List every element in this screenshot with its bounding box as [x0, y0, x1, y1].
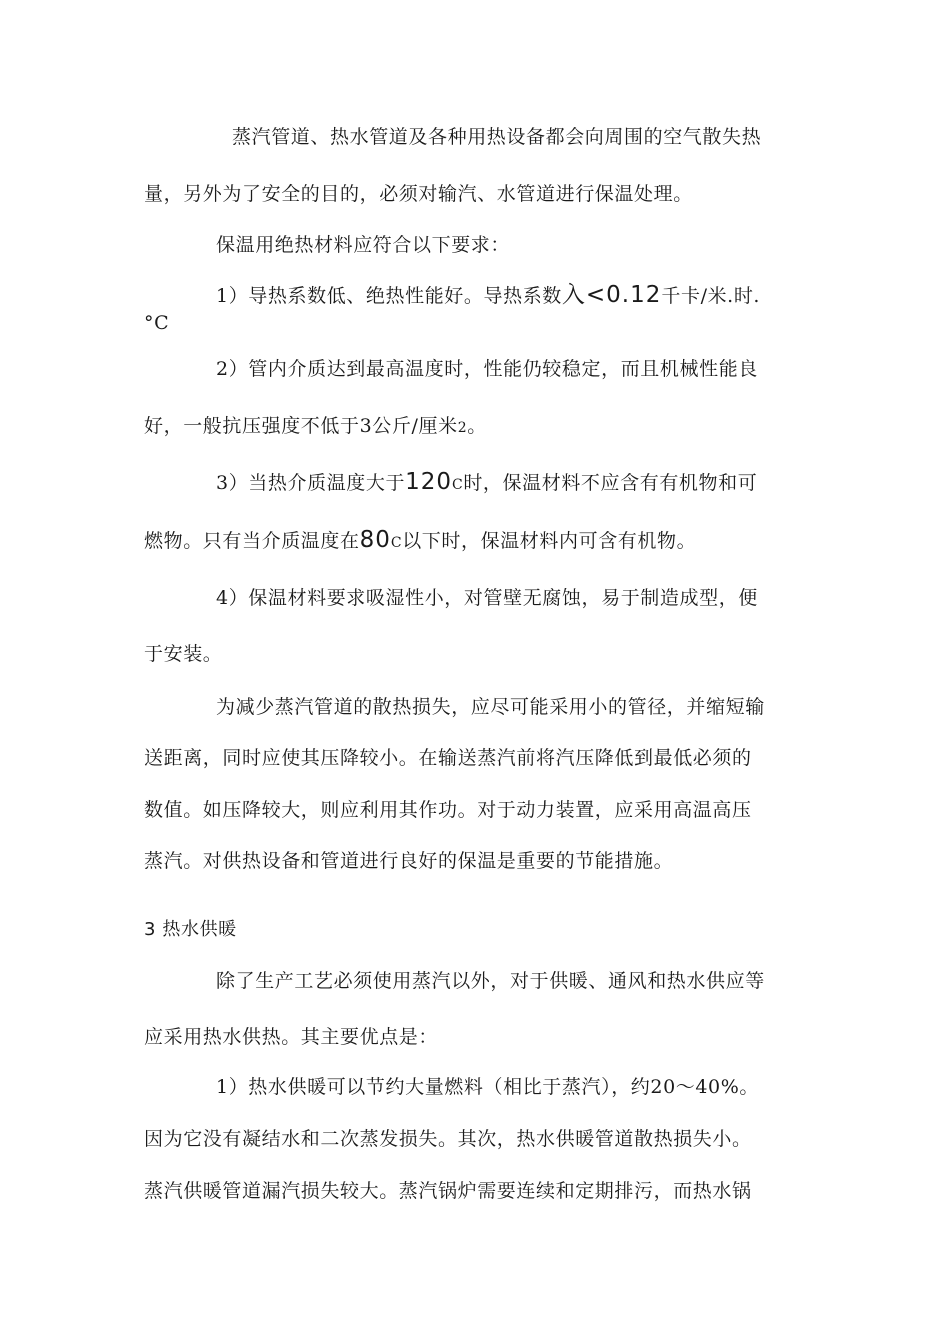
paragraph-line: 于安装。	[144, 643, 223, 665]
paragraph-line: 1）热水供暖可以节约大量燃料（相比于蒸汽），约20〜40%。	[216, 1076, 759, 1098]
formula-text: 入<0.12	[561, 282, 662, 308]
text-run: 好，一般抗压强度不低于3公斤/厘米	[144, 415, 458, 437]
paragraph-line: 保温用绝热材料应符合以下要求：	[216, 234, 511, 256]
section-heading: 3 热水供暖	[144, 919, 237, 940]
paragraph-line	[216, 469, 896, 498]
paragraph-line: 蒸汽供暖管道漏汽损失较大。蒸汽锅炉需要连续和定期排污，而热水锅	[144, 1180, 752, 1202]
text-run: 1）导热系数低、绝热性能好。导热系数	[216, 285, 562, 307]
text-run: 燃物。只有当介质温度在	[144, 530, 360, 552]
paragraph-line: 为减少蒸汽管道的散热损失，应尽可能采用小的管径，并缩短输	[216, 696, 765, 718]
text-run: 以下时，保温材料内可含有机物。	[402, 530, 697, 552]
unit-text: C	[452, 477, 464, 493]
paragraph-line: 量，另外为了安全的目的，必须对输汽、水管道进行保温处理。	[144, 183, 693, 205]
text-run: 时，保温材料不应含有有机物和可	[463, 472, 758, 494]
paragraph-line: 蒸汽。对供热设备和管道进行良好的保温是重要的节能措施。	[144, 850, 674, 872]
paragraph-line: 蒸汽管道、热水管道及各种用热设备都会向周围的空气散失热	[232, 126, 762, 148]
text-run: 千卡/米.时.	[661, 285, 761, 307]
paragraph-line: 除了生产工艺必须使用蒸汽以外，对于供暖、通风和热水供应等	[216, 970, 765, 992]
number-text: 80	[359, 527, 391, 553]
paragraph-line: °C	[144, 312, 170, 334]
paragraph-line: 数值。如压降较大，则应利用其作功。对于动力装置，应采用高温高压	[144, 799, 752, 821]
number-text: 120	[405, 469, 452, 495]
paragraph-line	[144, 413, 824, 441]
paragraph-line: 送距离，同时应使其压降较小。在输送蒸汽前将汽压降低到最低必须的	[144, 747, 752, 769]
paragraph-line: 因为它没有凝结水和二次蒸发损失。其次，热水供暖管道散热损失小。	[144, 1128, 752, 1150]
paragraph-line: 4）保温材料要求吸湿性小，对管壁无腐蚀，易于制造成型，便	[216, 587, 758, 609]
paragraph-line: 2）管内介质达到最高温度时，性能仍较稳定，而且机械性能良	[216, 358, 758, 380]
paragraph-line	[144, 527, 824, 556]
paragraph-line: 应采用热水供热。其主要优点是：	[144, 1026, 439, 1048]
paragraph-line	[216, 282, 896, 309]
subscript-text: 2	[457, 420, 468, 436]
text-run: 。	[467, 415, 487, 437]
unit-text: C	[390, 535, 403, 551]
text-run: 3）当热介质温度大于	[216, 472, 406, 494]
